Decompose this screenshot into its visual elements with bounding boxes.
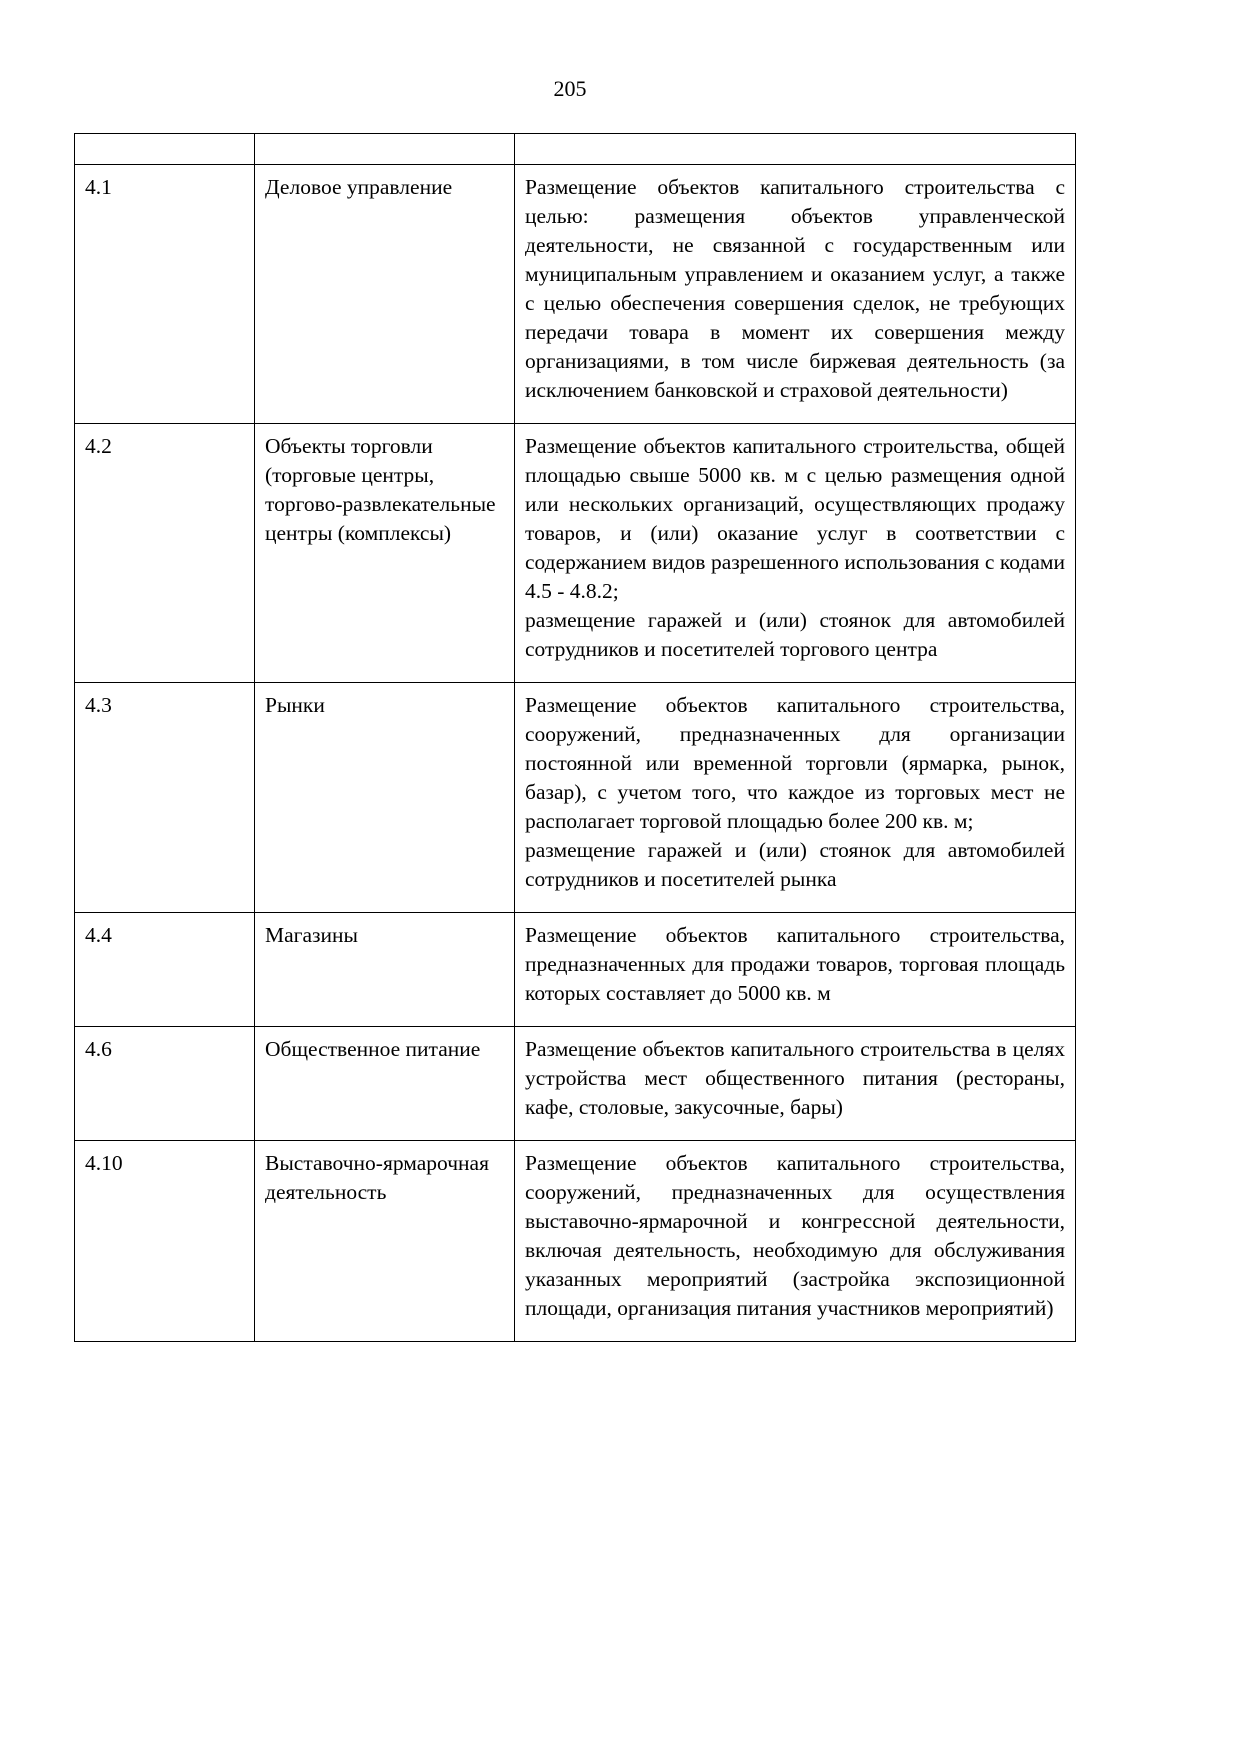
description-paragraph: Размещение объектов капитального строительства с целью: размещения объектов управленческой деятельности, не связанной с государственным или муниципальным управлением и оказанием услуг, а также с целью обеспечения совершения сделок, не требующих передачи товара в момент их совершения между организациями, в том числе биржевая деятельность (за исключением банковской и страховой деятельности)	[525, 175, 1065, 402]
table-row	[75, 165, 1076, 424]
row-name: Деловое управление	[255, 165, 515, 424]
table-row	[75, 1141, 1076, 1342]
description-paragraph: Размещение объектов капитального строительства, сооружений, предназначенных для осуществления выставочно-ярмарочной и конгрессной деятельности, включая деятельность, необходимую для обслуживания указанных мероприятий (застройка экспозиционной площади, организация питания участников мероприятий)	[525, 1151, 1065, 1320]
row-code: 4.2	[75, 424, 255, 683]
table-row	[75, 683, 1076, 913]
description-paragraph: размещение гаражей и (или) стоянок для автомобилей сотрудников и посетителей рынка	[525, 838, 1065, 891]
description-paragraph: Размещение объектов капитального строительства, общей площадью свыше 5000 кв. м с целью размещения одной или нескольких организаций, осуществляющих продажу товаров, и (или) оказание услуг в соответствии с содержанием видов разрешенного использования с кодами 4.5 - 4.8.2;	[525, 434, 1065, 603]
page-number: 205	[553, 76, 587, 101]
land-use-table	[74, 133, 1076, 1342]
row-code: 4.3	[75, 683, 255, 913]
table-row	[75, 1027, 1076, 1141]
header-cell-description	[515, 134, 1076, 165]
table-row	[75, 424, 1076, 683]
description-paragraph: Размещение объектов капитального строительства в целях устройства мест общественного питания (рестораны, кафе, столовые, закусочные, бары)	[525, 1037, 1065, 1119]
row-description	[515, 913, 1076, 1027]
row-description	[515, 1141, 1076, 1342]
row-description	[515, 1027, 1076, 1141]
row-description	[515, 683, 1076, 913]
description-paragraph: Размещение объектов капитального строительства, сооружений, предназначенных для организации постоянной или временной торговли (ярмарка, рынок, базар), с учетом того, что каждое из торговых мест не располагает торговой площадью более 200 кв. м;	[525, 693, 1065, 833]
description-paragraph: Размещение объектов капитального строительства, предназначенных для продажи товаров, торговая площадь которых составляет до 5000 кв. м	[525, 923, 1065, 1005]
header-cell-code	[75, 134, 255, 165]
row-name: Магазины	[255, 913, 515, 1027]
header-cell-name	[255, 134, 515, 165]
row-code: 4.4	[75, 913, 255, 1027]
row-code: 4.10	[75, 1141, 255, 1342]
row-description	[515, 424, 1076, 683]
row-name: Объекты торговли (торговые центры, торгово-развлекательные центры (комплексы)	[255, 424, 515, 683]
table-header-row	[75, 134, 1076, 165]
row-name: Общественное питание	[255, 1027, 515, 1141]
row-code: 4.1	[75, 165, 255, 424]
row-description	[515, 165, 1076, 424]
table-row	[75, 913, 1076, 1027]
row-code: 4.6	[75, 1027, 255, 1141]
row-name: Выставочно-ярмарочная деятельность	[255, 1141, 515, 1342]
description-paragraph: размещение гаражей и (или) стоянок для автомобилей сотрудников и посетителей торгового центра	[525, 608, 1065, 661]
row-name: Рынки	[255, 683, 515, 913]
